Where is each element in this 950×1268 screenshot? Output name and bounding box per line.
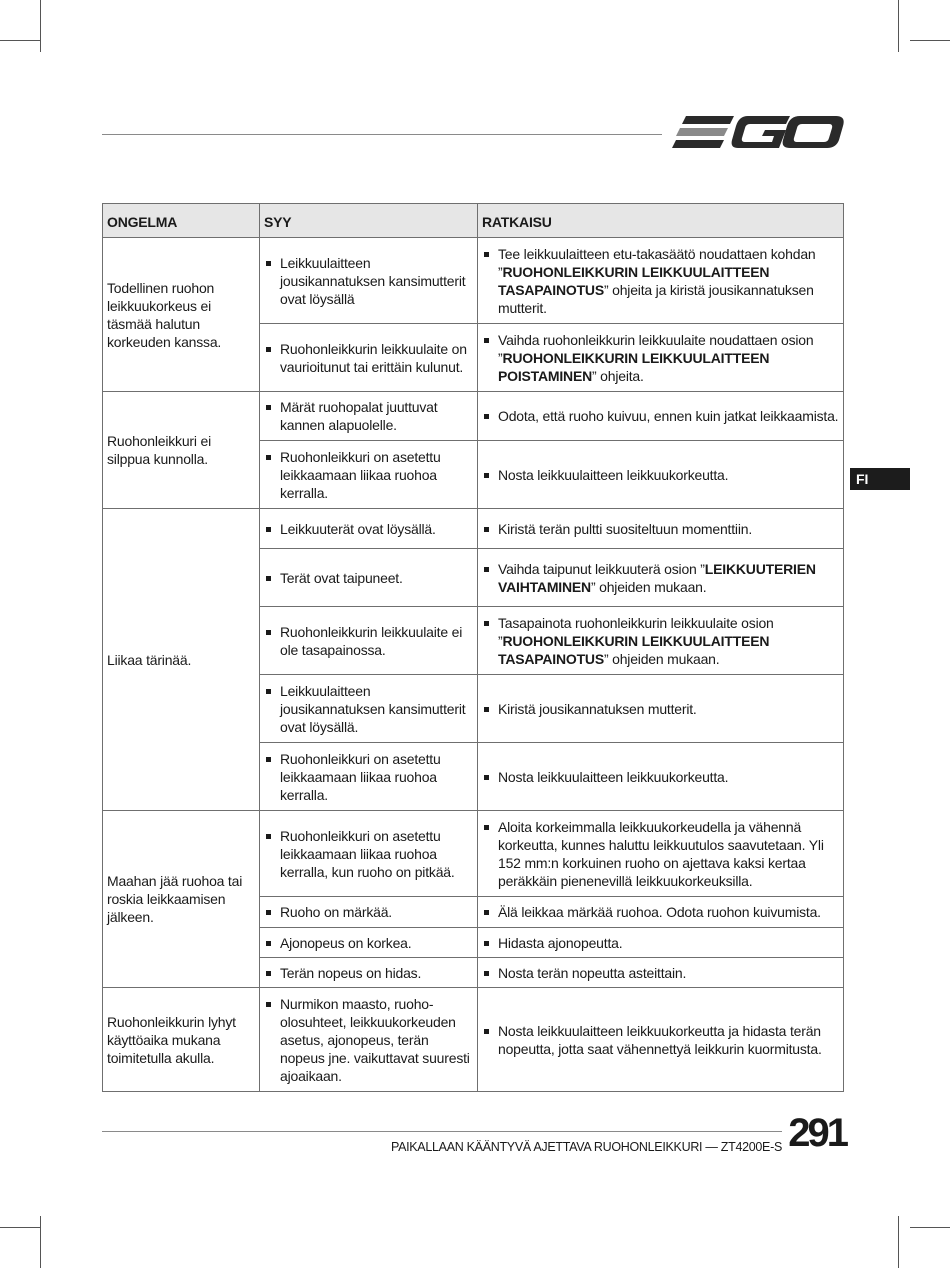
crop-mark	[0, 40, 40, 41]
cause-text: Ruohonleikkurin leikkuulaite on vaurioitunut tai erittäin kulunut.	[264, 340, 473, 376]
table-header-row	[103, 204, 844, 238]
solution-cell	[478, 958, 844, 988]
table-row	[103, 392, 844, 441]
solution-text: Kiristä jousikannatuksen mutterit.	[482, 700, 839, 718]
header-problem: ONGELMA	[103, 204, 260, 238]
cause-cell	[260, 928, 478, 958]
header-cause: SYY	[260, 204, 478, 238]
footer-title: PAIKALLAAN KÄÄNTYVÄ AJETTAVA RUOHONLEIKKURI — ZT4200E-S	[390, 1140, 782, 1154]
cause-cell	[260, 238, 478, 324]
cause-text: Ruohonleikkurin leikkuulaite ei ole tasapainossa.	[264, 623, 473, 659]
crop-mark	[40, 0, 41, 52]
cause-cell	[260, 958, 478, 988]
cause-cell	[260, 324, 478, 392]
crop-mark	[0, 1227, 40, 1228]
cause-cell	[260, 988, 478, 1092]
solution-text: Tasapainota ruohonleikkurin leikkuulaite osion ”RUOHONLEIKKURIN LEIKKUULAITTEEN TASAPAINOTUS” ohjeiden mukaan.	[482, 614, 839, 668]
solution-cell	[478, 324, 844, 392]
cause-text: Märät ruohopalat juuttuvat kannen alapuolelle.	[264, 398, 473, 434]
cause-text: Terän nopeus on hidas.	[264, 964, 473, 982]
footer-rule	[102, 1131, 782, 1132]
cause-text: Leikkuulaitteen jousikannatuksen kansimutterit ovat löysällä	[264, 254, 473, 308]
problem-cell: Ruohonleikkuri ei silppua kunnolla.	[103, 392, 260, 509]
cause-cell	[260, 811, 478, 897]
crop-mark	[40, 1216, 41, 1268]
solution-cell	[478, 897, 844, 928]
cause-text: Ruohonleikkuri on asetettu leikkaamaan liikaa ruohoa kerralla.	[264, 448, 473, 502]
table-row	[103, 509, 844, 549]
cause-cell	[260, 607, 478, 675]
crop-mark	[910, 1227, 950, 1228]
cause-text: Ruohonleikkuri on asetettu leikkaamaan liikaa ruohoa kerralla, kun ruoho on pitkää.	[264, 827, 473, 881]
crop-mark	[898, 0, 899, 52]
solution-text: Vaihda ruohonleikkurin leikkuulaite noudattaen osion ”RUOHONLEIKKURIN LEIKKUULAITTEEN POISTAMINEN” ohjeita.	[482, 331, 839, 385]
ego-logo	[672, 112, 844, 154]
solution-text: Nosta leikkuulaitteen leikkuukorkeutta.	[482, 768, 839, 786]
troubleshooting-table	[102, 203, 844, 1092]
solution-text: Tee leikkuulaitteen etu-takasäätö noudattaen kohdan ”RUOHONLEIKKURIN LEIKKUULAITTEEN TASAPAINOTUS” ohjeita ja kiristä jousikannatuksen mutterit.	[482, 245, 839, 317]
solution-cell	[478, 988, 844, 1092]
solution-text: Vaihda taipunut leikkuuterä osion ”LEIKKUUTERIEN VAIHTAMINEN” ohjeiden mukaan.	[482, 560, 839, 596]
solution-cell	[478, 675, 844, 743]
cause-cell	[260, 549, 478, 607]
solution-text: Odota, että ruoho kuivuu, ennen kuin jatkat leikkaamista.	[482, 407, 839, 425]
problem-cell: Liikaa tärinää.	[103, 509, 260, 811]
table-row	[103, 988, 844, 1092]
cause-cell	[260, 743, 478, 811]
solution-cell	[478, 928, 844, 958]
language-tab: FI	[850, 468, 910, 490]
solution-cell	[478, 392, 844, 441]
solution-cell	[478, 743, 844, 811]
cause-cell	[260, 675, 478, 743]
solution-text: Kiristä terän pultti suositeltuun momenttiin.	[482, 520, 839, 538]
solution-text: Nosta terän nopeutta asteittain.	[482, 964, 839, 982]
solution-cell	[478, 607, 844, 675]
page-number: 291	[788, 1111, 846, 1155]
solution-text: Nosta leikkuulaitteen leikkuukorkeutta ja hidasta terän nopeutta, jotta saat vähennettyä leikkurin kuormitusta.	[482, 1022, 839, 1058]
problem-cell: Todellinen ruohon leikkuukorkeus ei täsmää halutun korkeuden kanssa.	[103, 238, 260, 392]
solution-cell	[478, 441, 844, 509]
solution-text: Nosta leikkuulaitteen leikkuukorkeutta.	[482, 466, 839, 484]
cause-cell	[260, 897, 478, 928]
solution-text: Aloita korkeimmalla leikkuukorkeudella ja vähennä korkeutta, kunnes haluttu leikkuutulos saavutetaan. Yli 152 mm:n korkuinen ruoho on ajettava kaksi kertaa peräkkäin pienenevillä leikkuukorkeuksilla.	[482, 818, 839, 890]
table-row	[103, 238, 844, 324]
crop-mark	[898, 1216, 899, 1268]
cause-text: Leikkuuterät ovat löysällä.	[264, 520, 473, 538]
cause-cell	[260, 392, 478, 441]
cause-text: Ajonopeus on korkea.	[264, 934, 473, 952]
cause-cell	[260, 441, 478, 509]
cause-text: Nurmikon maasto, ruoho-olosuhteet, leikkuukorkeuden asetus, ajonopeus, terän nopeus jne. vaikuttavat suuresti ajoaikaan.	[264, 995, 473, 1085]
problem-cell: Maahan jää ruohoa tai roskia leikkaamisen jälkeen.	[103, 811, 260, 988]
header-rule	[102, 134, 662, 135]
table-row	[103, 811, 844, 897]
solution-cell	[478, 811, 844, 897]
cause-text: Ruohonleikkuri on asetettu leikkaamaan liikaa ruohoa kerralla.	[264, 750, 473, 804]
solution-cell	[478, 549, 844, 607]
cause-text: Leikkuulaitteen jousikannatuksen kansimutterit ovat löysällä.	[264, 682, 473, 736]
solution-cell	[478, 509, 844, 549]
problem-cell: Ruohonleikkurin lyhyt käyttöaika mukana toimitetulla akulla.	[103, 988, 260, 1092]
header-solution: RATKAISU	[478, 204, 844, 238]
solution-cell	[478, 238, 844, 324]
cause-text: Ruoho on märkää.	[264, 903, 473, 921]
crop-mark	[910, 40, 950, 41]
solution-text: Hidasta ajonopeutta.	[482, 934, 839, 952]
cause-cell	[260, 509, 478, 549]
solution-text: Älä leikkaa märkää ruohoa. Odota ruohon kuivumista.	[482, 903, 839, 921]
cause-text: Terät ovat taipuneet.	[264, 569, 473, 587]
